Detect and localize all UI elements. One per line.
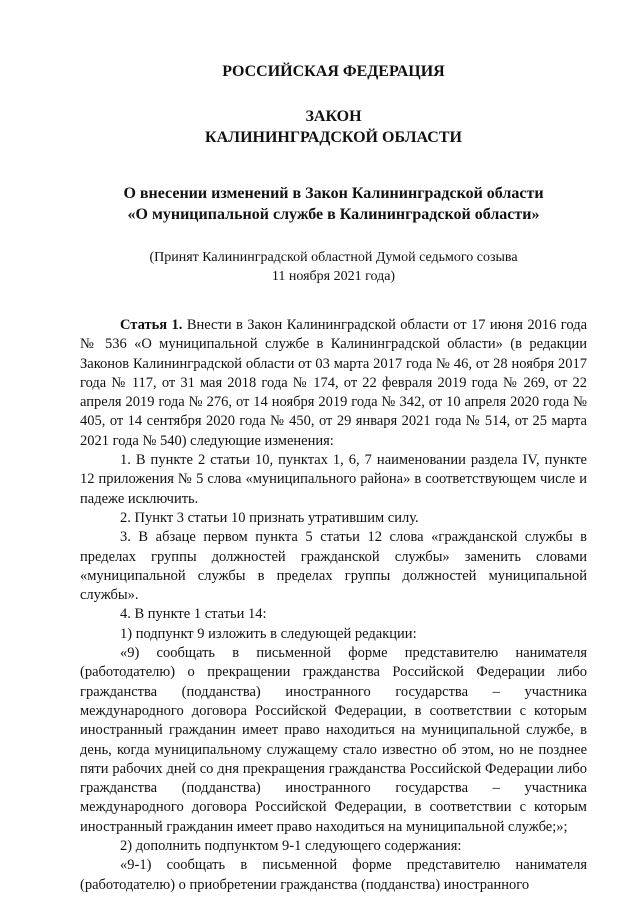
law-body (80, 316, 587, 895)
country-heading: РОССИЙСКАЯ ФЕДЕРАЦИЯ (222, 63, 445, 80)
paragraph-subitem-9-text: «9) сообщать в письменной форме представителю нанимателя (работодателю) о прекращении гражданства Российской Федерации либо гражданства (подданства) иностранного государства – участника международного договора Российской Федерации, в соответствии с которым иностранный гражданин имеет право находиться на муниципальной службе, в день, когда муниципальному служащему стало известно об этом, но не позднее пяти рабочих дней со дня прекращения гражданства Российской Федерации либо гражданства (подданства) иностранного государства – участника международного договора Российской Федерации, в соответствии с которым иностранный гражданин имеет право находиться на муниципальной службе;»; (80, 645, 587, 835)
article-label: Статья 1. (120, 317, 183, 333)
paragraph-item-3: 3. В абзаце первом пункта 5 статьи 12 слова «гражданской службы в пределах группы должностей гражданской службы» заменить словами «муниципальной службы в пределах группы должностей муниципальной службы». (80, 529, 587, 604)
adoption-note (80, 248, 587, 286)
region-name: КАЛИНИНГРАДСКОЙ ОБЛАСТИ (205, 129, 462, 146)
paragraph-subitem-1: 1) подпункт 9 изложить в следующей редакции: (120, 625, 417, 642)
article-1-paragraph (80, 316, 587, 451)
law-title-line-1: О внесении изменений в Закон Калининградской области (123, 185, 544, 202)
law-title-line-2: «О муниципальной службе в Калининградской области» (127, 206, 540, 223)
law-heading (80, 106, 587, 148)
law-title (80, 183, 587, 225)
paragraph-item-2: 2. Пункт 3 статьи 10 признать утратившим силу. (120, 509, 419, 526)
law-word: ЗАКОН (305, 108, 362, 125)
paragraph-subitem-9-1-text: «9-1) сообщать в письменной форме представителю нанимателя (работодателю) о приобретении гражданства (подданства) иностранного (80, 857, 587, 893)
article-text: Внести в Закон Калининградской области от 17 июня 2016 года № 536 «О муниципальной службе в Калининградской области» (в редакции Законов Калининградской области от 03 марта 2017 года № 46, от 28 ноября 2017 года № 117, от 31 мая 2018 года № 174, от 22 февраля 2019 года № 269, от 22 апреля 2019 года № 276, от 14 ноября 2019 года № 342, от 10 апреля 2020 года № 405, от 14 сентября 2020 года № 450, от 29 января 2021 года № 514, от 25 марта 2021 года № 540) следующие изменения: (80, 317, 588, 449)
paragraph-item-1: 1. В пункте 2 статьи 10, пунктах 1, 6, 7 наименовании раздела IV, пункте 12 приложения № 5 слова «муниципального района» в соответствующем числе и падеже исключить. (80, 452, 587, 507)
adoption-note-line-2: 11 ноября 2021 года) (271, 269, 396, 284)
paragraph-subitem-2: 2) дополнить подпунктом 9-1 следующего содержания: (120, 838, 462, 855)
adoption-note-line-1: (Принят Калининградской областной Думой седьмого созыва (149, 250, 518, 265)
paragraph-item-4: 4. В пункте 1 статьи 14: (120, 606, 267, 623)
